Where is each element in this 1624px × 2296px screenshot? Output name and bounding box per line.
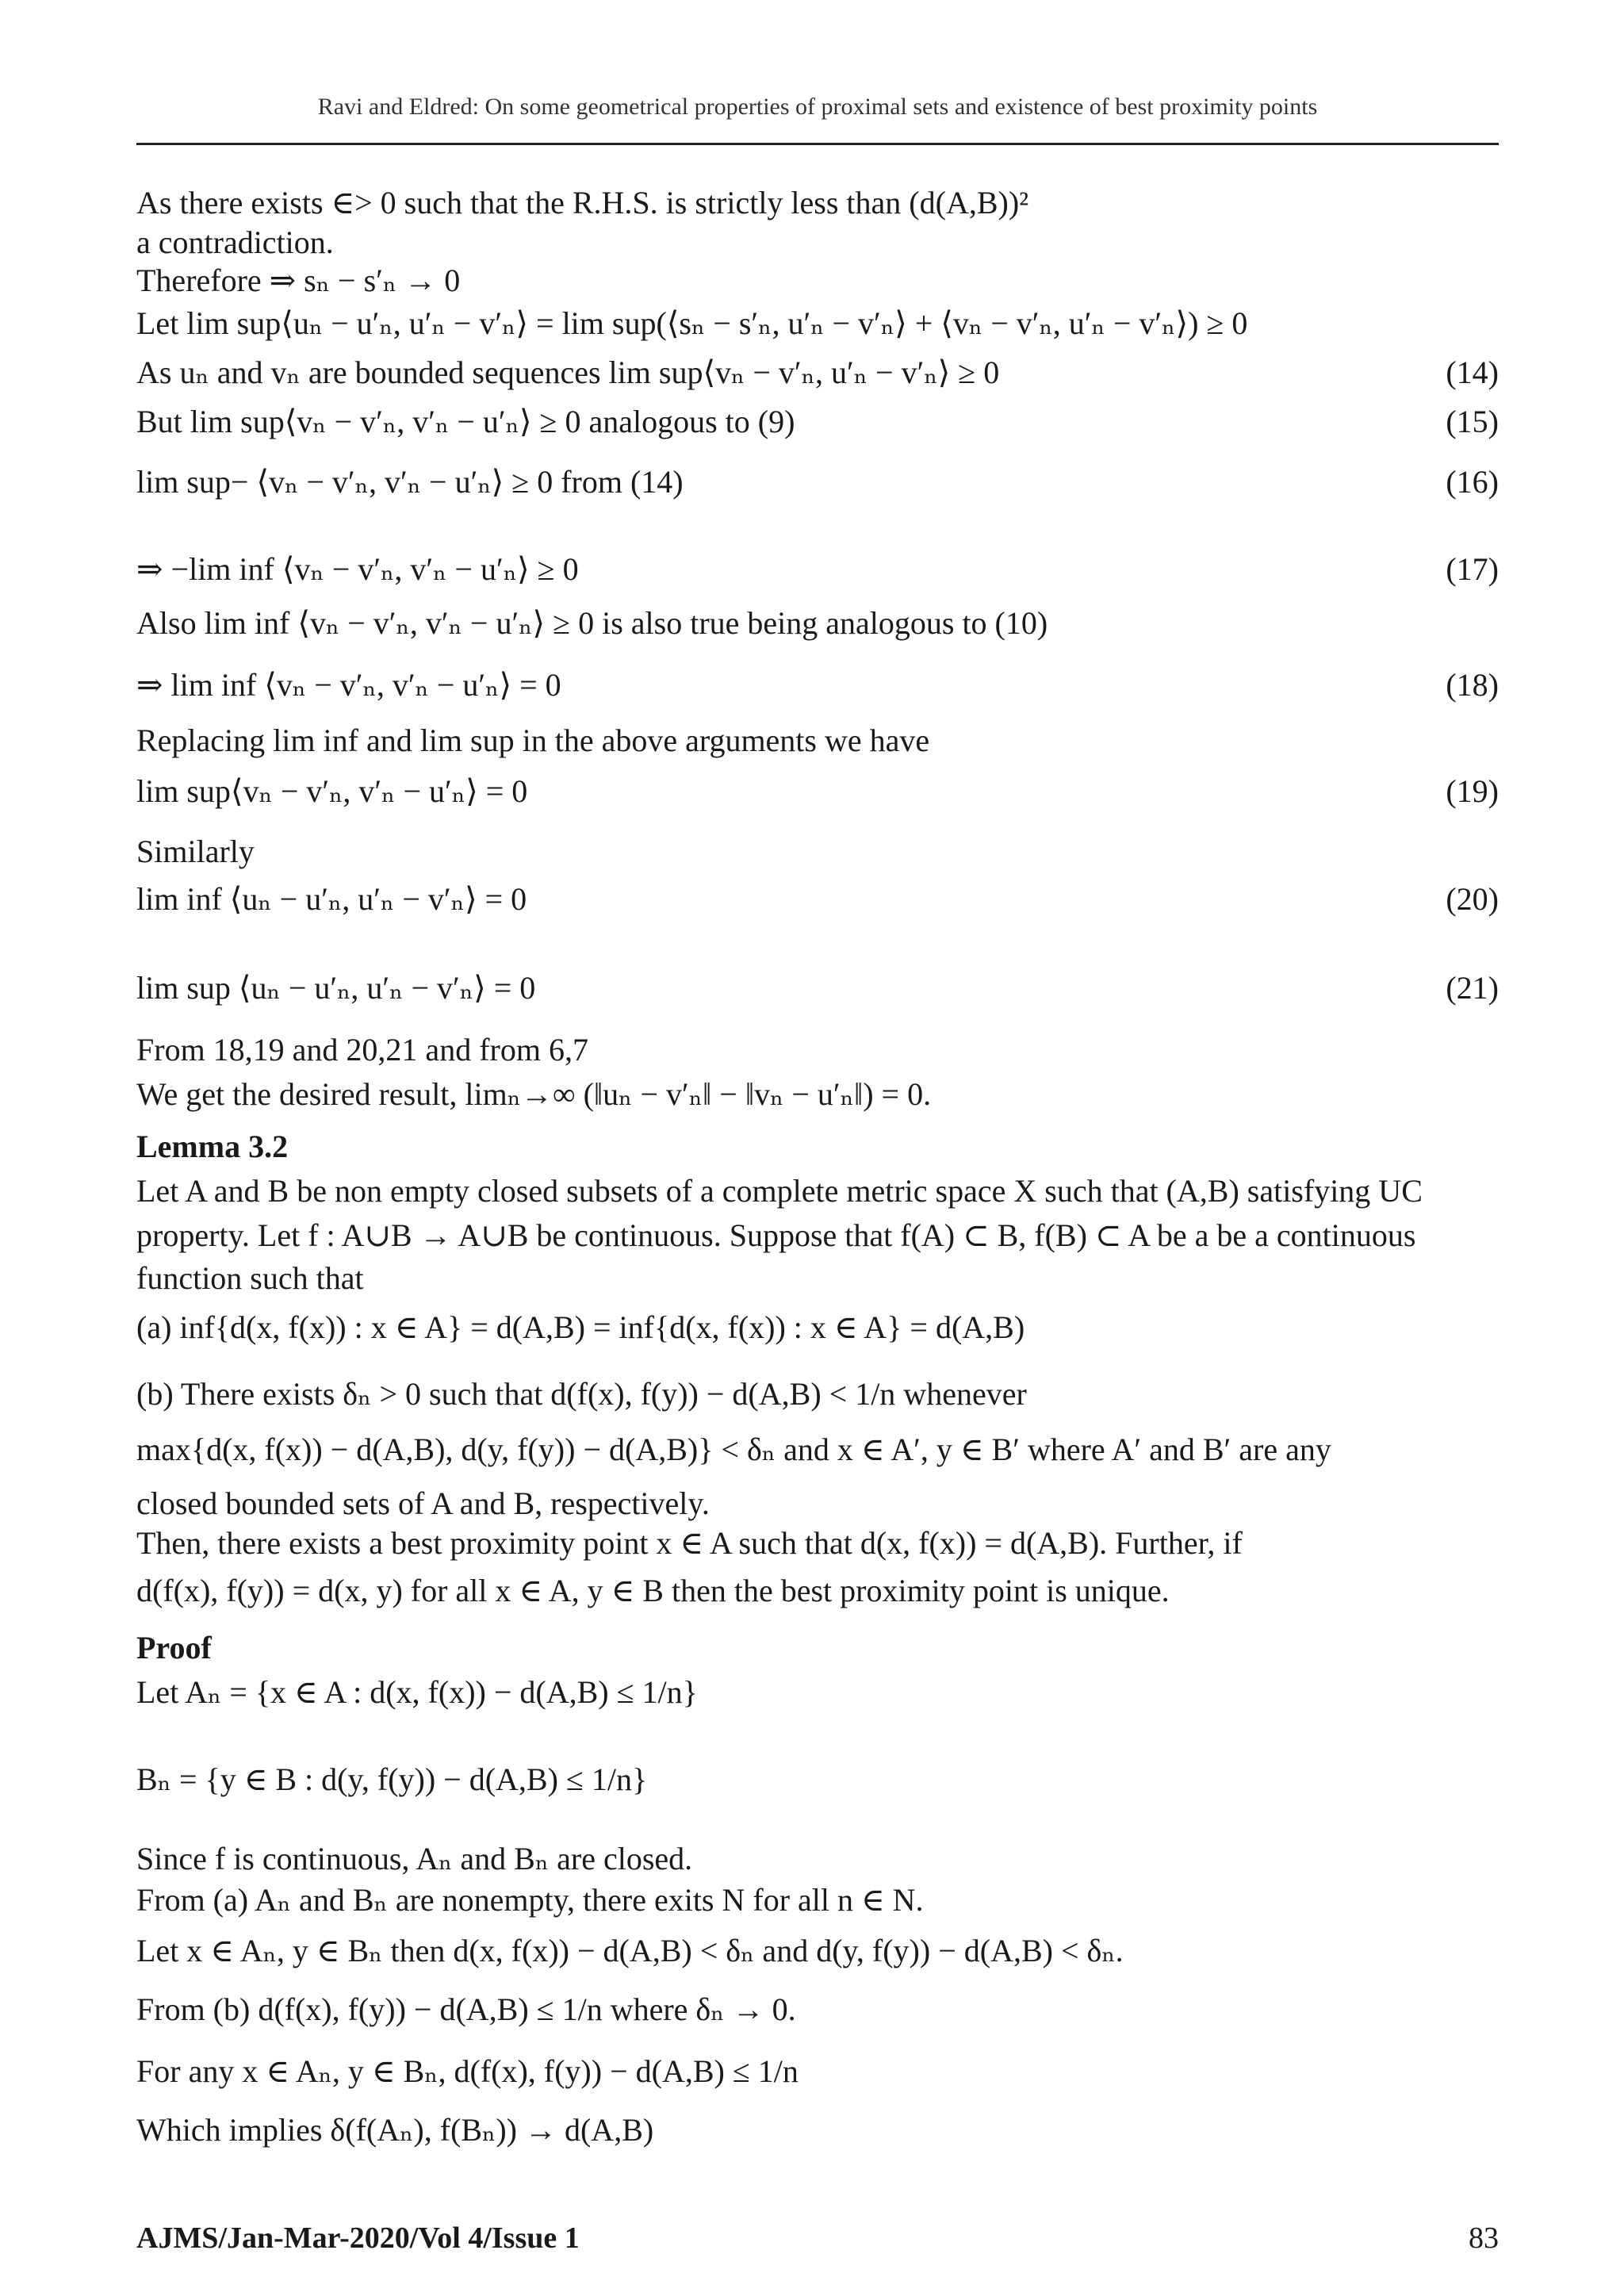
text-line: max{d(x, f(x)) − d(A,B), d(y, f(y)) − d(A,B)} < δₙ and x ∈ A′, y ∈ B′ where A′ and B′ are any [136, 1432, 1331, 1467]
condition-b: (b) There exists δₙ > 0 such that d(f(x), f(y)) − d(A,B) < 1/n whenever [136, 1376, 1027, 1412]
equation-number: (17) [1446, 551, 1499, 587]
paper-page [136, 0, 1499, 2296]
equation-line: ⇒ −lim inf ⟨vₙ − v′ₙ, v′ₙ − u′ₙ⟩ ≥ 0 (17) [136, 551, 1499, 587]
text-line: Let x ∈ Aₙ, y ∈ Bₙ then d(x, f(x)) − d(A,B) < δₙ and d(y, f(y)) − d(A,B) < δₙ. [136, 1933, 1124, 1968]
header-rule [136, 143, 1499, 145]
text-line: Let A and B be non empty closed subsets of a complete metric space X such that (A,B) satisfying UC [136, 1173, 1423, 1209]
text-line: Then, there exists a best proximity point x ∈ A such that d(x, f(x)) = d(A,B). Further, if [136, 1525, 1243, 1561]
text-line: d(f(x), f(y)) = d(x, y) for all x ∈ A, y ∈ B then the best proximity point is unique. [136, 1573, 1170, 1608]
condition-a: (a) inf{d(x, f(x)) : x ∈ A} = d(A,B) = inf{d(x, f(x)) : x ∈ A} = d(A,B) [136, 1309, 1025, 1345]
equation-line: lim sup− ⟨vₙ − v′ₙ, v′ₙ − u′ₙ⟩ ≥ 0 from (14) (16) [136, 464, 1499, 500]
equation-number: (16) [1446, 464, 1499, 500]
text-line: For any x ∈ Aₙ, y ∈ Bₙ, d(f(x), f(y)) − d(A,B) ≤ 1/n [136, 2053, 799, 2089]
equation-number: (14) [1446, 355, 1499, 390]
text-line: Also lim inf ⟨vₙ − v′ₙ, v′ₙ − u′ₙ⟩ ≥ 0 is also true being analogous to (10) [136, 605, 1048, 641]
equation-line: lim sup⟨vₙ − v′ₙ, v′ₙ − u′ₙ⟩ = 0 (19) [136, 773, 1499, 809]
text-line: Let lim sup⟨uₙ − u′ₙ, u′ₙ − v′ₙ⟩ = lim sup(⟨sₙ − s′ₙ, u′ₙ − v′ₙ⟩ + ⟨vₙ − v′ₙ, u′ₙ − v′ₙ⟩) ≥ 0 [136, 305, 1248, 341]
text-line: property. Let f : A∪B → A∪B be continuous. Suppose that f(A) ⊂ B, f(B) ⊂ A be a be a continuous [136, 1217, 1416, 1253]
text-line: Therefore ⇒ sₙ − s′ₙ → 0 [136, 263, 461, 298]
equation-line: lim sup ⟨uₙ − u′ₙ, u′ₙ − v′ₙ⟩ = 0 (21) [136, 970, 1499, 1006]
text-line: Which implies δ(f(Aₙ), f(Bₙ)) → d(A,B) [136, 2112, 654, 2148]
lemma-heading: Lemma 3.2 [136, 1129, 289, 1164]
equation-number: (21) [1446, 970, 1499, 1006]
equation-line: lim inf ⟨uₙ − u′ₙ, u′ₙ − v′ₙ⟩ = 0 (20) [136, 881, 1499, 917]
proof-heading: Proof [136, 1630, 212, 1665]
equation-line: As uₙ and vₙ are bounded sequences lim sup⟨vₙ − v′ₙ, u′ₙ − v′ₙ⟩ ≥ 0 (14) [136, 355, 1499, 390]
page-footer [136, 2221, 1499, 2256]
equation-number: (15) [1446, 404, 1499, 439]
text-line: Since f is continuous, Aₙ and Bₙ are closed. [136, 1841, 693, 1876]
text-line: From 18,19 and 20,21 and from 6,7 [136, 1032, 588, 1068]
equation-number: (19) [1446, 773, 1499, 809]
text-line: closed bounded sets of A and B, respectively. [136, 1485, 710, 1521]
equation-line: ⇒ lim inf ⟨vₙ − v′ₙ, v′ₙ − u′ₙ⟩ = 0 (18) [136, 667, 1499, 703]
set-definition-a: Let Aₙ = {x ∈ A : d(x, f(x)) − d(A,B) ≤ 1/n} [136, 1674, 698, 1710]
text-line: We get the desired result, limₙ→∞ (‖uₙ − v′ₙ‖ − ‖vₙ − u′ₙ‖) = 0. [136, 1076, 932, 1112]
text-line: From (b) d(f(x), f(y)) − d(A,B) ≤ 1/n where δₙ → 0. [136, 1991, 796, 2027]
set-definition-b: Bₙ = {y ∈ B : d(y, f(y)) − d(A,B) ≤ 1/n} [136, 1761, 648, 1797]
journal-citation: AJMS/Jan-Mar-2020/Vol 4/Issue 1 [136, 2221, 580, 2255]
equation-line: But lim sup⟨vₙ − v′ₙ, v′ₙ − u′ₙ⟩ ≥ 0 analogous to (9) (15) [136, 404, 1499, 439]
equation-number: (20) [1446, 881, 1499, 917]
equation-number: (18) [1446, 667, 1499, 703]
text-line: function such that [136, 1260, 364, 1296]
page-number: 83 [1469, 2221, 1499, 2255]
text-line: a contradiction. [136, 224, 334, 260]
running-header: Ravi and Eldred: On some geometrical properties of proximal sets and existence of best proximity points [317, 94, 1318, 120]
text-line: As there exists ∈> 0 such that the R.H.S. is strictly less than (d(A,B))² [136, 185, 1029, 220]
text-line: From (a) Aₙ and Bₙ are nonempty, there exits N for all n ∈ N. [136, 1882, 924, 1918]
text-line: Similarly [136, 834, 255, 869]
text-line: Replacing lim inf and lim sup in the above arguments we have [136, 723, 930, 758]
